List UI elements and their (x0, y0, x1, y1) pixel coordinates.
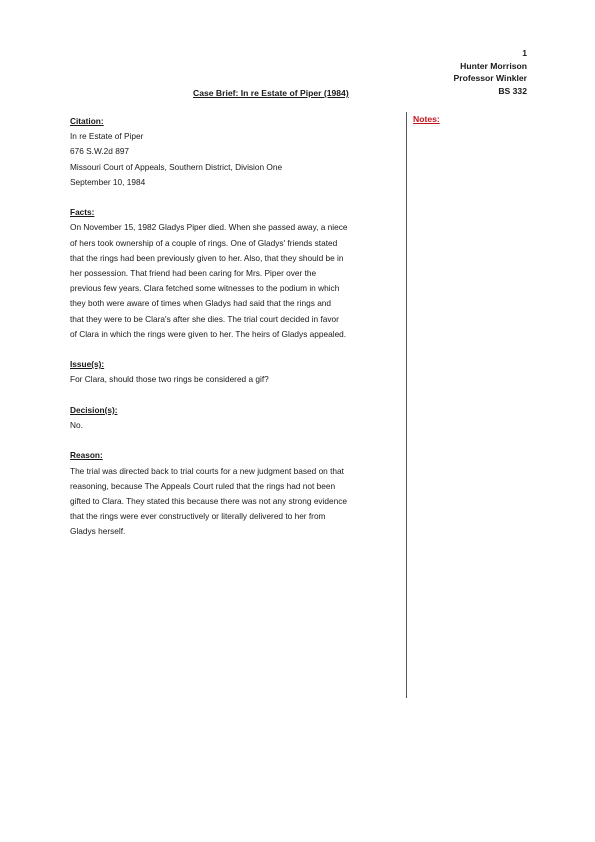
facts-heading: Facts: (70, 207, 95, 218)
facts-line: of hers took ownership of a couple of rings. One of Gladys' friends stated (70, 237, 338, 248)
facts-section (70, 205, 400, 342)
facts-line: her possession. That friend had been caring for Mrs. Piper over the (70, 268, 317, 279)
facts-line: previous few years. Clara fetched some witnesses to the podium in which (70, 283, 340, 294)
reason-line: gifted to Clara. They stated this because there was not any strong evidence (70, 496, 348, 507)
decision-section (70, 403, 400, 433)
page-number: 1 (522, 48, 527, 58)
facts-line: that the rings had been previously given to her. Also, that they should be in (70, 252, 344, 263)
citation-heading: Citation: (70, 116, 104, 126)
facts-line: that they were to be Clara's after she dies. The trial court decided in favor (70, 313, 339, 324)
page-header (454, 47, 527, 97)
facts-line: of Clara in which the rings were given to her. The heirs of Gladys appealed. (70, 328, 347, 339)
issues-heading: Issue(s): (70, 359, 105, 370)
facts-line: On November 15, 1982 Gladys Piper died. When she passed away, a niece (70, 222, 348, 233)
citation-line: September 10, 1984 (70, 176, 146, 187)
decision-heading: Decision(s): (70, 404, 118, 415)
reason-section (70, 448, 400, 539)
professor-name: Professor Winkler (453, 73, 527, 83)
citation-line: 676 S.W.2d 897 (70, 146, 130, 157)
brief-body (70, 114, 400, 555)
citation-line: In re Estate of Piper (70, 131, 144, 142)
notes-heading: Notes: (413, 114, 440, 124)
column-divider (406, 112, 407, 698)
decision-text: No. (70, 420, 83, 431)
issues-text: For Clara, should those two rings be considered a gif? (70, 374, 269, 385)
author-name: Hunter Morrison (460, 60, 527, 71)
citation-line: Missouri Court of Appeals, Southern District, Division One (70, 161, 283, 172)
reason-line: Gladys herself. (70, 526, 126, 537)
reason-heading: Reason: (70, 450, 103, 461)
course-code: BS 332 (498, 85, 527, 96)
reason-line: reasoning, because The Appeals Court ruled that the rings had not been (70, 480, 336, 491)
reason-line: The trial was directed back to trial courts for a new judgment based on that (70, 465, 344, 476)
facts-line: they both were aware of times when Gladys had said that the rings and (70, 298, 332, 309)
document-title: Case Brief: In re Estate of Piper (1984) (193, 88, 349, 98)
issues-section (70, 357, 400, 387)
reason-line: that the rings were ever constructively or literally delivered to her from (70, 511, 326, 522)
citation-section (70, 114, 400, 190)
